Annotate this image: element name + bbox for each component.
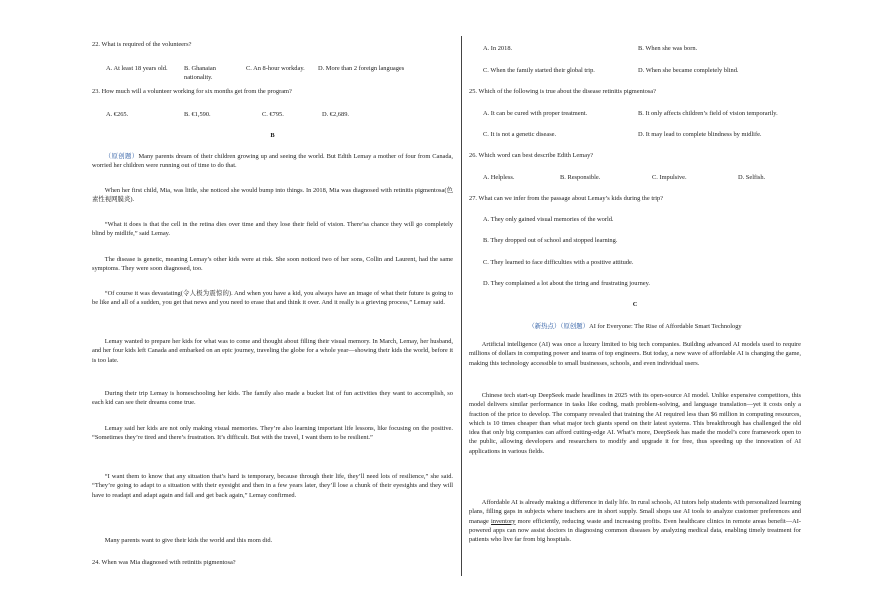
question-25: 25. Which of the following is true about the disease retinitis pigmentosa? <box>469 88 656 95</box>
question-22-options <box>106 64 453 83</box>
question-25-options-row-1 <box>483 109 801 118</box>
passage-b-paragraph-1: （原创题）Many parents dream of their children growing up and seeing the world. But Edith Lemay a mother of four from Canada, worried her children were running out of time to do that. <box>92 153 453 170</box>
passage-b-paragraph-8: Lemay said her kids are not only making visual memories. They’re also learning important life lessons, like focusing on the positive. “Sometimes they’re tired and there’s frustration. It’s difficult. But with the travel, I want them to be resilient.” <box>92 425 453 442</box>
option-a: A. €265. <box>106 111 129 118</box>
passage-b-paragraph-6: Lemay wanted to prepare her kids for what was to come and thought about filling their visual memory. In March, Lemay, her husband, and her four kids left Canada and embarked on an epic journey, traveling the globe for a whole year—showing their kids the world, before it is too late. <box>92 338 453 364</box>
option-b: B. Responsible. <box>560 174 601 181</box>
option-c: C. An 8-hour workday. <box>246 65 305 72</box>
option-a: A. It can be cured with proper treatment. <box>483 110 588 117</box>
question-24-options-row-2 <box>483 66 801 75</box>
question-27-option-d: D. They complained a lot about the tiring and frustrating journey. <box>483 280 651 287</box>
option-a: A. Helpless. <box>483 174 515 181</box>
option-c: C. Impulsive. <box>652 174 687 181</box>
option-b: B. When she was born. <box>638 45 698 52</box>
passage-c-paragraph-2: Chinese tech start-up DeepSeek made headlines in 2025 with its open-source AI model. Unlike expensive competitors, this model delivers similar performance in tasks like coding, math problem-solving, and language translation—yet it costs only a fraction of the price to develop. The company revealed that training the AI required less than $6 million in computing resources, which is 10 times cheaper than what major tech giants spend on their latest systems. This breakthrough has challenged the old idea that only big companies can afford cutting-edge AI. What’s more, DeepSeek has made the model’s core framework open to the public, allowing developers and researchers to modify and upgrade it for free, thus speeding up the innovation of AI applications in various fields. <box>469 392 801 455</box>
question-27-option-a: A. They only gained visual memories of the world. <box>483 216 614 223</box>
passage-b-paragraph-9: “I want them to know that any situation that’s hard is temporary, because through their life, they’ll need lots of resilience,” she said. “They’re going to adapt to a situation with their eyesight and then in a few years later, they’ll lose a chunk of their eyesights and they will have to readapt and adapt again and fall and get back again,” Lemay confirmed. <box>92 473 453 499</box>
question-26: 26. Which word can best describe Edith Lemay? <box>469 152 594 159</box>
original-question-tag: （原创题） <box>104 153 139 160</box>
option-d: D. Selfish. <box>738 174 766 181</box>
option-c: C. €795. <box>262 111 284 118</box>
passage-b-paragraph-7: During their trip Lemay is homeschooling her kids. The family also made a bucket list of fun activities they want to accomplish, so each kid can see their dreams come true. <box>92 390 453 407</box>
passage-b-paragraph-4: The disease is genetic, meaning Lemay’s other kids were at risk. She soon noticed two of her sons, Collin and Laurent, had the same symptoms. They were soon diagnosed, too. <box>92 256 453 273</box>
option-c: C. It is not a genetic disease. <box>483 131 557 138</box>
question-24: 24. When was Mia diagnosed with retinitis pigmentosa? <box>92 559 236 566</box>
question-25-options-row-2 <box>483 130 801 139</box>
column-divider <box>461 36 462 576</box>
question-23-options <box>106 110 453 119</box>
passage-b-paragraph-3: “What it does is that the cell in the retina dies over time and they lose their field of vision. There’sa chance they will go completely blind by midlife,” said Lemay. <box>92 221 453 238</box>
question-27-option-c: C. They learned to face difficulties with a positive attitude. <box>483 259 634 266</box>
option-a: A. At least 18 years old. <box>106 65 168 72</box>
question-27-option-b: B. They dropped out of school and stopped learning. <box>483 237 618 244</box>
passage-b-paragraph-2: When her first child, Mia, was little, she noticed she would bump into things. In 2018, Mia was diagnosed with retinitis pigmentosa(色素性视网膜炎). <box>92 187 453 204</box>
question-24-options-row-1 <box>483 44 801 53</box>
option-b: B. €1,590. <box>184 111 211 118</box>
option-c: C. When the family started their global trip. <box>483 67 595 74</box>
option-b: B. It only affects children’s field of vision temporarily. <box>638 110 778 117</box>
question-23: 23. How much will a volunteer working for six months get from the program? <box>92 88 292 95</box>
option-d: D. €2,689. <box>322 111 349 118</box>
option-d: D. More than 2 foreign languages <box>318 65 405 72</box>
option-d: D. It may lead to complete blindness by midlife. <box>638 131 762 138</box>
passage-b-paragraph-10: Many parents want to give their kids the world and this mom did. <box>104 537 273 544</box>
question-26-options <box>483 173 801 182</box>
section-b-heading: B <box>270 132 275 139</box>
option-b: B. Ghanaian nationality. <box>184 65 216 82</box>
question-27: 27. What can we infer from the passage about Lemay’s kids during the trip? <box>469 195 664 202</box>
question-22: 22. What is required of the volunteers? <box>92 41 192 48</box>
underlined-word: inventory <box>490 517 516 525</box>
passage-b-paragraph-5: “Of course it was devastating(令人极为震惊的). And when you have a kid, you always have an image of what their future is going to be like and all of a sudden, you get that news and you need to erase that and think it over. And it really is a grieving process,” Lemay said. <box>92 290 453 307</box>
passage-c-paragraph-1: Artificial intelligence (AI) was once a luxury limited to big tech companies. Building advanced AI models used to require millions of dollars in computing power and teams of top engineers. But today, a new wave of affordable AI is changing the game, making this technology accessible to small businesses, schools, and even individual users. <box>469 341 801 367</box>
passage-c-paragraph-3: Affordable AI is already making a difference in daily life. In rural schools, AI tutors help students with personalized learning plans, filling gaps in subjects where teachers are in short supply. Small shops use AI tools to analyze customer preferences and manage inventory more efficiently, reducing waste and increasing profits. Even healthcare clinics in remote areas benefit—AI-powered apps can now assist doctors in diagnosing common diseases by analyzing medical data, enabling timely treatment for patients who live far from big hospitals. <box>469 499 801 544</box>
new-hotspot-tag: （新热点）（原创题） <box>528 323 590 330</box>
option-d: D. When she became completely blind. <box>638 67 739 74</box>
passage-c-title: （新热点）（原创题）AI for Everyone: The Rise of Affordable Smart Technology <box>528 323 742 330</box>
option-a: A. In 2018. <box>483 45 513 52</box>
section-c-heading: C <box>632 301 638 308</box>
